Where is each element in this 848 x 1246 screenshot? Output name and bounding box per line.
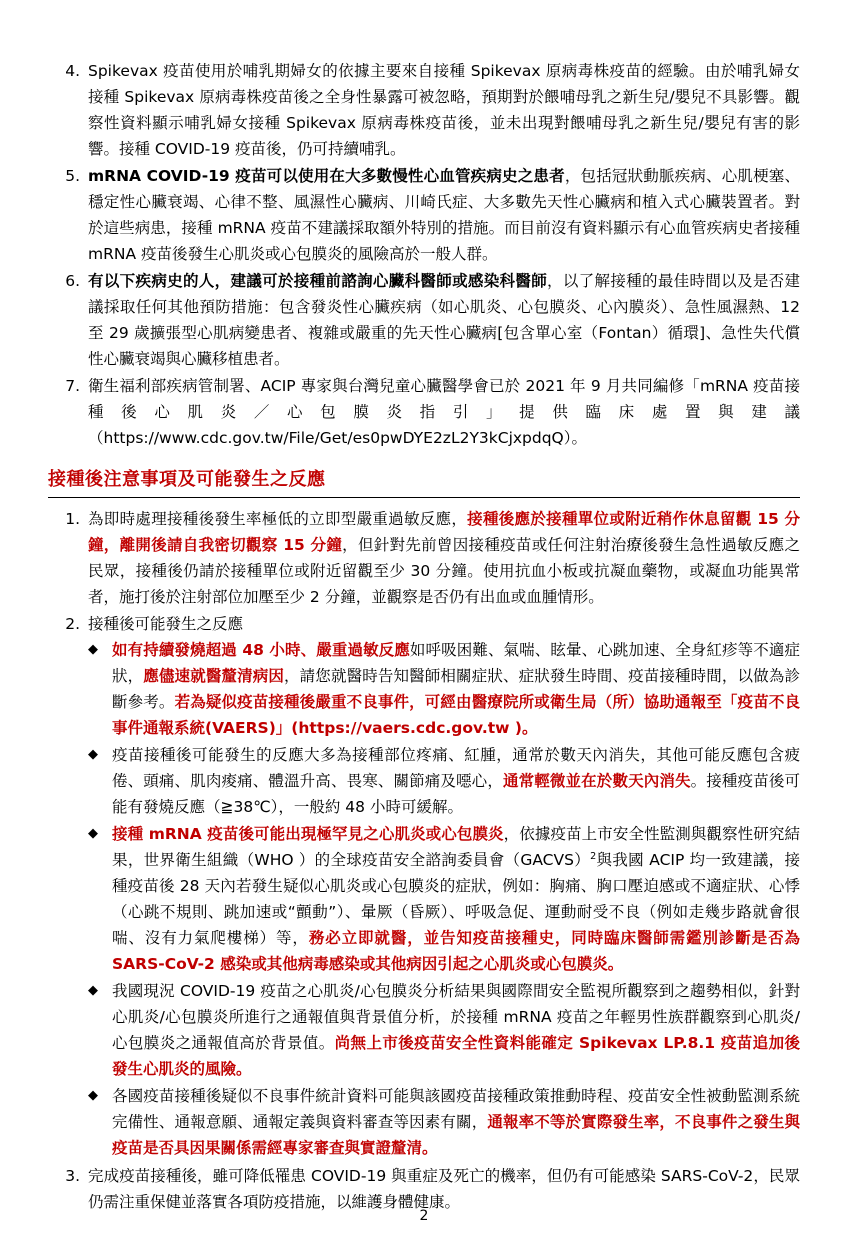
list-marker: 2. (65, 615, 80, 633)
text-run: ，依據疫苗上市安全性監測與觀察性研究結果，世界衛生組織（WHO ）的全球疫苗安全諮詢委員會（GACVS） (112, 825, 800, 869)
list-item (48, 373, 800, 451)
text-run: 為即時處理接種後發生率極低的立即型嚴重過敏反應， (88, 510, 468, 528)
list-item (48, 506, 800, 610)
text-run: ，但針對先前曾因接種疫苗或任何注射治療後發生急性過敏反應之民眾，接種後仍請於接種單位或附近留觀至少 30 分鐘。使用抗血小板或抗凝血藥物，或凝血功能異常者，施打後於注射部位加壓至少 2 分鐘，並觀察是否仍有出血或血腫情形。 (88, 536, 800, 606)
diamond-bullet-icon: ◆ (88, 826, 98, 841)
bullet-list-item (88, 821, 800, 977)
list-item-body (88, 506, 800, 610)
paragraph (88, 611, 800, 637)
text-run: 與我國 ACIP 均一致建議，接種疫苗後 28 天內若發生疑似心肌炎或心包膜炎的症狀，例如：胸痛、胸口壓迫感或不適症狀、心悸（心跳不規則、跳加速或“顫動”）、暈厥（昏厥）、呼吸急促、運動耐受不良（例如走幾步路就會很喘、沒有力氣爬樓梯）等， (112, 851, 800, 947)
top-numbered-list (48, 58, 800, 451)
text-run: 疫苗接種後可能發生的反應大多為接種部位疼痛、紅腫，通常於數天內消失，其他可能反應包含疲倦、頭痛、肌肉痠痛、體溫升高、畏寒、關節痛及噁心， (112, 746, 800, 790)
text-run: ，請您就醫時告知醫師相關症狀、症狀發生時間、疫苗接種時間，以做為診斷參考。 (112, 667, 800, 711)
text-run: 我國現況 COVID-19 疫苗之心肌炎/心包膜炎分析結果與國際間安全監視所觀察到之趨勢相似，針對心肌炎/心包膜炎所進行之通報值與背景值分析，於接種 mRNA 疫苗之年輕男性族群觀察到心肌炎/心包膜炎之通報值高於背景值。 (112, 982, 800, 1052)
bullet-list-item (88, 637, 800, 741)
text-run: 若為疑似疫苗接種後嚴重不良事件，可經由醫療院所或衛生局（所）協助通報至「疫苗不良事件通報系統(VAERS)」(https://vaers.cdc.gov.tw )。 (112, 693, 800, 737)
text-run: 完成疫苗接種後，雖可降低罹患 COVID-19 與重症及死亡的機率，但仍有可能感染 SARS-CoV-2，民眾仍需注重保健並落實各項防疫措施，以維護身體健康。 (88, 1167, 800, 1211)
list-item-body (88, 58, 800, 162)
bullet-list-item (88, 978, 800, 1082)
section-heading: 接種後注意事項及可能發生之反應 (48, 469, 326, 490)
paragraph (88, 163, 800, 267)
diamond-bullet-icon: ◆ (88, 1088, 98, 1103)
text-run: 各國疫苗接種後疑似不良事件統計資料可能與該國疫苗接種政策推動時程、疫苗安全性被動監測系統完備性、通報意願、通報定義與資料審查等因素有關， (112, 1087, 800, 1131)
bullet-item-body (112, 1083, 800, 1161)
bullet-item-body (112, 821, 800, 977)
text-run: 接種後應於接種單位或附近稍作休息留觀 15 分鐘，離開後請自我密切觀察 15 分鐘 (88, 510, 800, 554)
text-run: 如呼吸困難、氣喘、眩暈、心跳加速、全身紅疹等不適症狀， (112, 641, 800, 685)
paragraph (88, 506, 800, 610)
bullet-list-item (88, 1083, 800, 1161)
list-item (48, 163, 800, 267)
paragraph (88, 58, 800, 162)
list-item-body (88, 373, 800, 451)
list-item (48, 58, 800, 162)
list-item-body (88, 163, 800, 267)
text-run: 有以下疾病史的人，建議可於接種前諮詢心臟科醫師或感染科醫師 (88, 272, 548, 290)
list-item-body (88, 611, 800, 1162)
text-run: 應儘速就醫釐清病因 (143, 667, 285, 685)
text-run: 如有持續發燒超過 48 小時、嚴重過敏反應 (112, 641, 410, 659)
page-number: 2 (419, 1208, 429, 1224)
text-run: 尚無上市後疫苗安全性資料能確定 Spikevax LP.8.1 疫苗追加後發生心肌炎的風險。 (112, 1034, 800, 1078)
text-run: 接種後可能發生之反應 (88, 615, 244, 633)
text-run: 通常輕微並在於數天內消失 (502, 772, 691, 790)
text-run: 接種 mRNA 疫苗後可能出現極罕見之心肌炎或心包膜炎 (112, 825, 504, 843)
list-marker: 6. (65, 272, 80, 290)
list-item-body (88, 268, 800, 372)
text-run: 。接種疫苗後可能有發燒反應（≧38℃），一般約 48 小時可緩解。 (112, 772, 800, 816)
list-marker: 3. (65, 1167, 80, 1185)
bullet-item-body (112, 637, 800, 741)
list-marker: 7. (65, 377, 80, 395)
text-run: ，以了解接種的最佳時間以及是否建議採取任何其他預防措施：包含發炎性心臟疾病（如心肌炎、心包膜炎、心內膜炎）、急性風濕熱、12 至 29 歲擴張型心肌病變患者、複雜或嚴重的先天性心臟病[包含單心室（Fontan）循環]、急性失代償性心臟衰竭與心臟移植患者。 (88, 272, 800, 368)
list-marker: 5. (65, 167, 80, 185)
list-marker: 1. (65, 510, 80, 528)
spacer (48, 452, 800, 455)
list-marker: 4. (65, 62, 80, 80)
text-run: 衛生福利部疾病管制署、ACIP 專家與台灣兒童心臟醫學會已於 2021 年 9 月共同編修「mRNA 疫苗接種後心肌炎／心包膜炎指引」提供臨床處置與建議（https://www.cdc.gov.tw/File/Get/es0pwDYE2zL2Y3kCjxpdqQ）。 (88, 377, 800, 447)
paragraph (88, 268, 800, 372)
diamond-bullet-icon: ◆ (88, 747, 98, 762)
text-run: Spikevax 疫苗使用於哺乳期婦女的依據主要來自接種 Spikevax 原病毒株疫苗的經驗。由於哺乳婦女接種 Spikevax 原病毒株疫苗後之全身性暴露可被忽略，預期對於餵哺母乳之新生兒/嬰兒不具影響。觀察性資料顯示哺乳婦女接種 Spikevax 原病毒株疫苗後，並未出現對餵哺母乳之新生兒/嬰兒有害的影響。接種 COVID-19 疫苗後，仍可持續哺乳。 (88, 62, 800, 158)
list-item (48, 611, 800, 1162)
text-run: 務必立即就醫，並告知疫苗接種史，同時臨床醫師需鑑別診斷是否為 SARS-CoV-2 感染或其他病毒感染或其他病因引起之心肌炎或心包膜炎。 (112, 929, 800, 973)
text-run: ，包括冠狀動脈疾病、心肌梗塞、穩定性心臟衰竭、心律不整、風濕性心臟病、川崎氏症、大多數先天性心臟病和植入式心臟裝置者。對於這些病患，接種 mRNA 疫苗不建議採取額外特別的措施。而目前沒有資料顯示有心血管疾病史者接種 mRNA 疫苗後發生心肌炎或心包膜炎的風險高於一般人群。 (88, 167, 800, 263)
text-run: 通報率不等於實際發生率，不良事件之發生與疫苗是否具因果關係需經專家審查與實證釐清。 (112, 1113, 800, 1157)
section-divider (48, 497, 800, 498)
bullet-item-body (112, 742, 800, 820)
bullet-item-body (112, 978, 800, 1082)
list-item (48, 268, 800, 372)
paragraph (88, 373, 800, 451)
bullet-list-item (88, 742, 800, 820)
footnote-reference: 2 (590, 850, 597, 862)
diamond-bullet-icon: ◆ (88, 983, 98, 998)
diamond-bullet-icon: ◆ (88, 642, 98, 657)
text-run: mRNA COVID-19 疫苗可以使用在大多數慢性心血管疾病史之患者 (88, 167, 565, 185)
section-numbered-list (48, 506, 800, 1215)
bullet-list (88, 637, 800, 1161)
